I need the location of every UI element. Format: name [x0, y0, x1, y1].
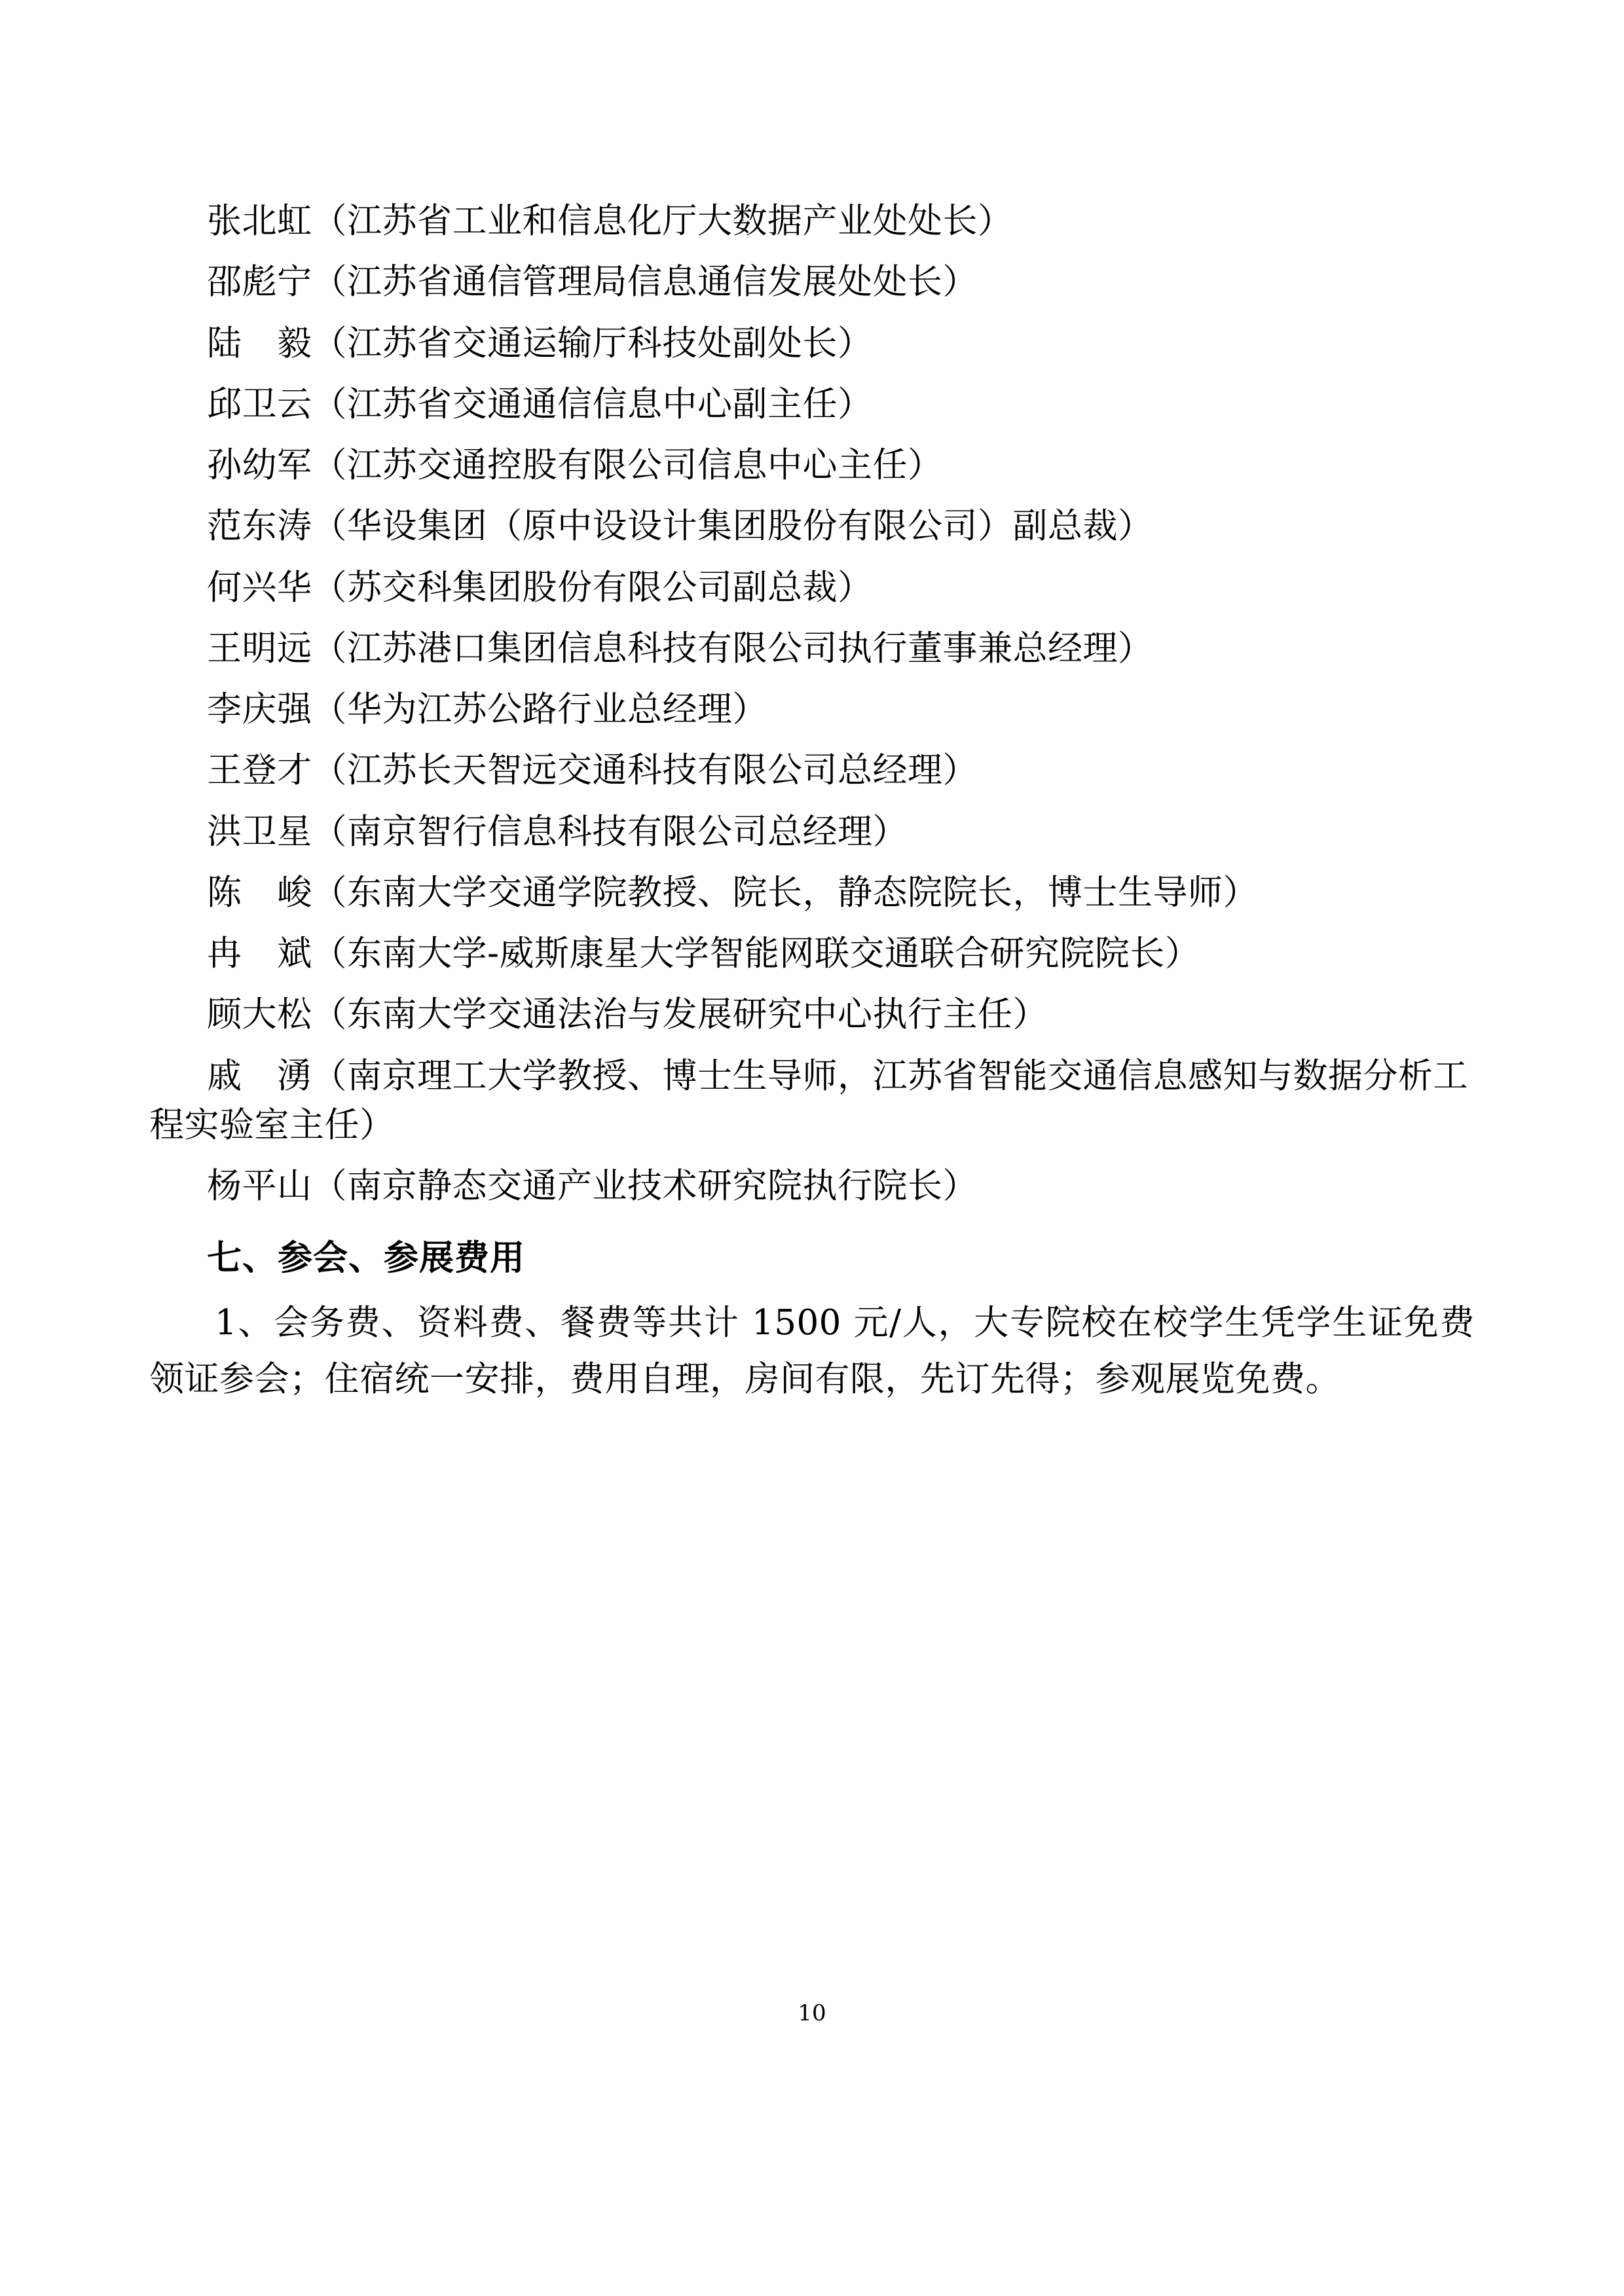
list-item: 戚 湧（南京理工大学教授、博士生导师，江苏省智能交通信息感知与数据分析工程实验室主任）: [149, 1055, 1468, 1145]
section-heading: 七、参会、参展费用: [207, 1237, 525, 1279]
list-item: 王明远（江苏港口集团信息科技有限公司执行董事兼总经理）: [207, 628, 1153, 668]
list-item: 孙幼军（江苏交通控股有限公司信息中心主任）: [207, 445, 943, 485]
list-item: 冉 斌（东南大学-威斯康星大学智能网联交通联合研究院院长）: [207, 934, 1200, 974]
list-item: 陆 毅（江苏省交通运输厅科技处副处长）: [207, 323, 873, 363]
page-number: 10: [798, 2000, 826, 2026]
fee-paragraph: 1、会务费、资料费、餐费等共计 1500 元/人，大专院校在校学生凭学生证免费领证参会；住宿统一安排，费用自理，房间有限，先订先得；参观展览免费。: [149, 1303, 1475, 1399]
list-item: 王登才（江苏长天智远交通科技有限公司总经理）: [207, 750, 978, 791]
list-item: 邵彪宁（江苏省通信管理局信息通信发展处处长）: [207, 262, 978, 302]
list-item: 李庆强（华为江苏公路行业总经理）: [207, 689, 767, 729]
list-item: 杨平山（南京静态交通产业技术研究院执行院长）: [207, 1166, 978, 1206]
list-item: 何兴华（苏交科集团股份有限公司副总裁）: [207, 567, 873, 608]
list-item: 洪卫星（南京智行信息科技有限公司总经理）: [207, 811, 908, 852]
list-item: 范东涛（华设集团（原中设设计集团股份有限公司）副总裁）: [207, 506, 1153, 547]
list-item: 陈 峻（东南大学交通学院教授、院长，静态院院长，博士生导师）: [207, 872, 1258, 913]
list-item: 顾大松（东南大学交通法治与发展研究中心执行主任）: [207, 994, 1048, 1035]
list-item: 邱卫云（江苏省交通通信信息中心副主任）: [207, 384, 873, 424]
document-body: [149, 196, 1475, 1408]
list-item: 张北虹（江苏省工业和信息化厅大数据产业处处长）: [207, 201, 1013, 241]
